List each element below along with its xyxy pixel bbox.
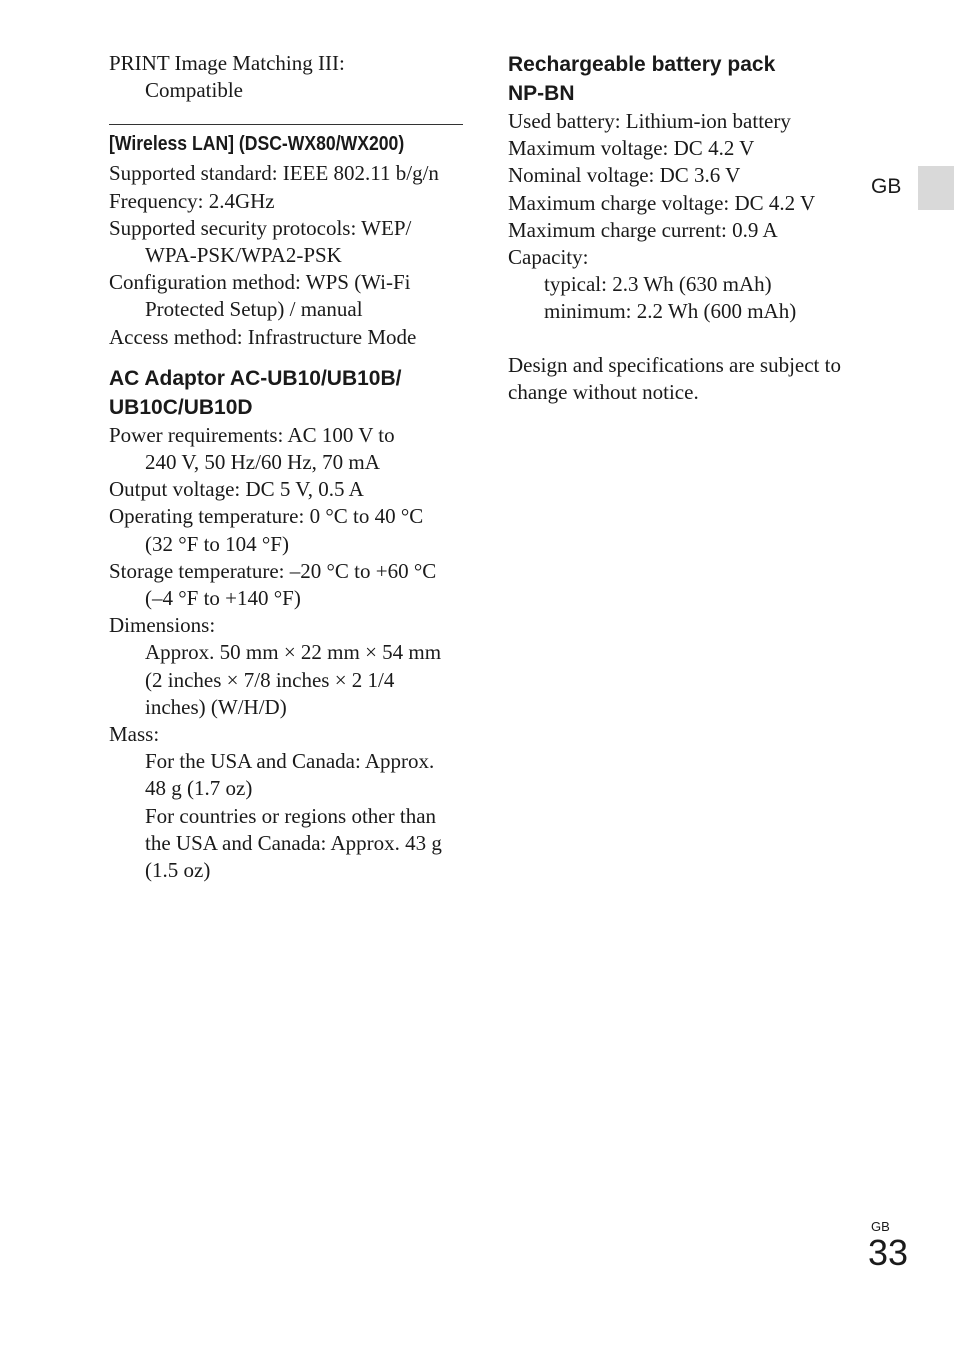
spec-line: Operating temperature: 0 °C to 40 °C: [109, 504, 424, 529]
battery-heading-cont: NP-BN: [508, 82, 575, 105]
spec-line: Used battery: Lithium-ion battery: [508, 109, 791, 133]
spec-line: Frequency: 2.4GHz: [109, 188, 275, 213]
ac-adaptor-heading: AC Adaptor AC-UB10/UB10B/: [109, 366, 402, 390]
spec-line: minimum: 2.2 Wh (600 mAh): [544, 299, 797, 324]
right-column: [508, 50, 868, 406]
notice-text: Design and specifications are subject to: [508, 352, 841, 377]
spec-line: the USA and Canada: Approx. 43 g: [145, 830, 442, 855]
page-number: 33: [868, 1232, 909, 1273]
ac-adaptor-heading-cont: UB10C/UB10D: [109, 395, 253, 419]
spec-line: Output voltage: DC 5 V, 0.5 A: [109, 477, 364, 502]
spec-line: Maximum voltage: DC 4.2 V: [508, 136, 755, 161]
spec-line: (1.5 oz): [145, 858, 211, 883]
spec-line: (–4 °F to +140 °F): [145, 586, 301, 611]
page-region-label: GB: [871, 1219, 890, 1234]
battery-heading: Rechargeable battery pack: [508, 53, 776, 76]
language-tab-marker: [918, 166, 954, 210]
spec-line: Supported security protocols: WEP/: [109, 215, 412, 240]
spec-line: For countries or regions other than: [145, 803, 437, 828]
spec-line: typical: 2.3 Wh (630 mAh): [544, 272, 772, 297]
spec-line: Access method: Infrastructure Mode: [109, 324, 417, 349]
spec-line: (32 °F to 104 °F): [145, 531, 289, 556]
spec-line: Nominal voltage: DC 3.6 V: [508, 163, 741, 188]
spec-line: 240 V, 50 Hz/60 Hz, 70 mA: [145, 450, 380, 475]
spec-line: Configuration method: WPS (Wi-Fi: [109, 270, 411, 295]
spec-line: Dimensions:: [109, 613, 216, 638]
language-tab-label: GB: [871, 175, 902, 198]
spec-line: Maximum charge voltage: DC 4.2 V: [508, 190, 816, 215]
wireless-lan-heading: [Wireless LAN] (DSC-WX80/WX200): [109, 133, 405, 156]
spec-line: Protected Setup) / manual: [145, 297, 363, 322]
spec-line: Supported standard: IEEE 802.11 b/g/n: [109, 161, 439, 186]
notice-text: change without notice.: [508, 379, 699, 404]
spec-line: (2 inches × 7/8 inches × 2 1/4: [145, 667, 395, 692]
section-divider: [109, 124, 463, 125]
spec-line: Maximum charge current: 0.9 A: [508, 217, 778, 242]
pim-label: PRINT Image Matching III:: [109, 51, 345, 75]
spec-line: 48 g (1.7 oz): [145, 776, 253, 801]
spec-line: Storage temperature: –20 °C to +60 °C: [109, 558, 437, 583]
left-column: [109, 50, 469, 884]
pim-value: Compatible: [145, 78, 243, 103]
spec-line: For the USA and Canada: Approx.: [145, 749, 435, 774]
spec-line: Power requirements: AC 100 V to: [109, 422, 395, 447]
spec-line: inches) (W/H/D): [145, 694, 287, 719]
spec-line: Approx. 50 mm × 22 mm × 54 mm: [145, 640, 442, 665]
spec-line: WPA-PSK/WPA2-PSK: [145, 243, 342, 268]
spec-line: Capacity:: [508, 245, 589, 270]
spec-line: Mass:: [109, 722, 160, 747]
